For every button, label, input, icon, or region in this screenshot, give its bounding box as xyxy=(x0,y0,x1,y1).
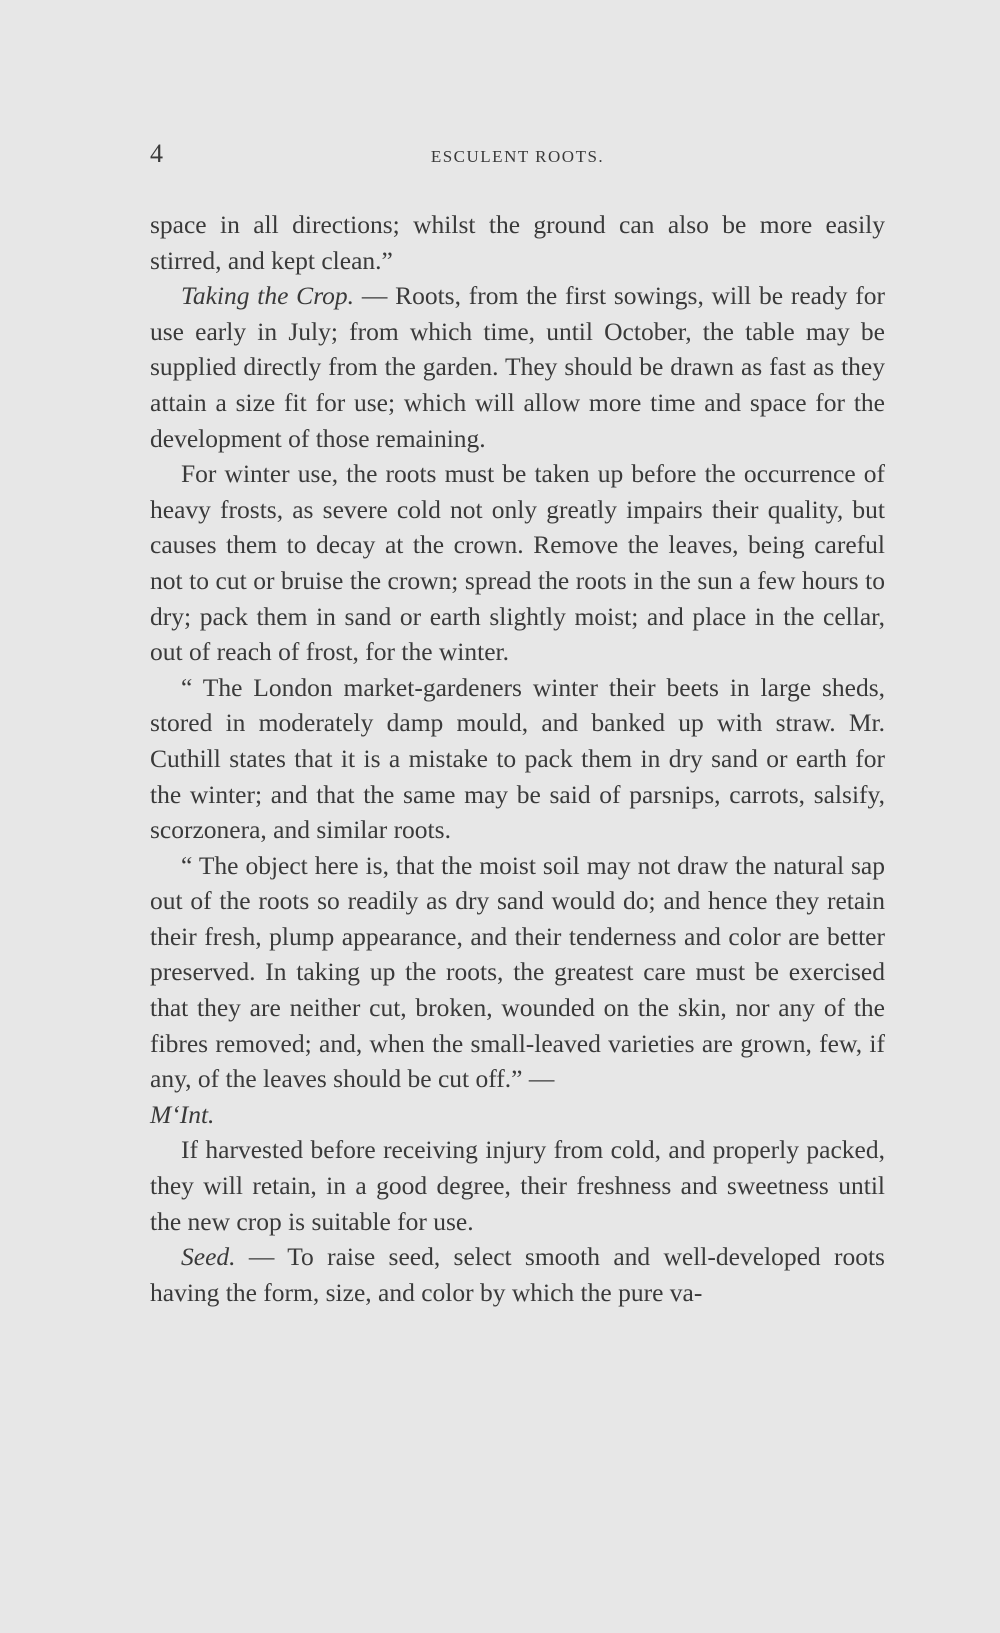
paragraph-text: — To raise seed, select smooth and well-developed roots having the form, size, and color by which the pure va- xyxy=(150,1242,885,1307)
paragraph-seed xyxy=(150,1239,885,1310)
quote-attribution: M‘Int. xyxy=(150,1099,215,1129)
running-head: ESCULENT ROOTS. xyxy=(430,147,605,166)
paragraph-winter-use xyxy=(150,456,885,670)
body-text xyxy=(150,207,885,1310)
paragraph-london-quote xyxy=(150,670,885,848)
paragraph-text: If harvested before receiving injury from cold, and properly packed, they will retain, in a good degree, their freshness and sweetness until the new crop is suitable for use. xyxy=(150,1135,885,1236)
paragraph-taking-the-crop xyxy=(150,278,885,456)
paragraph-harvested xyxy=(150,1132,885,1239)
page-number: 4 xyxy=(150,139,163,168)
paragraph-continuation xyxy=(150,207,885,278)
paragraph-text: For winter use, the roots must be taken up before the occurrence of heavy frosts, as severe cold not only greatly impairs their quality, but causes them to decay at the crown. Remove the leaves, being careful not to cut or bruise the crown; spread the roots in the sun a few hours to dry; pack them in sand or earth slightly moist; and place in the cellar, out of reach of frost, for the winter. xyxy=(150,459,885,667)
paragraph-text: “ The object here is, that the moist soil may not draw the natural sap out of the roots so readily as dry sand would do; and hence they retain their fresh, plump appearance, and their tenderness and color are better preserved. In taking up the roots, the greatest care must be exercised that they are neither cut, broken, wounded on the skin, nor any of the fibres removed; and, when the small-leaved varieties are grown, few, if any, of the leaves should be cut off.” — xyxy=(150,850,885,1094)
paragraph-text: “ The London market-gardeners winter their beets in large sheds, stored in moderately damp mould, and banked up with straw. Mr. Cuthill states that it is a mistake to pack them in dry sand or earth for the winter; and that the same may be said of parsnips, carrots, salsify, scorzonera, and similar roots. xyxy=(150,672,885,845)
paragraph-text: space in all directions; whilst the ground can also be more easily stirred, and kept clean.” xyxy=(150,210,885,275)
section-heading: Seed. xyxy=(181,1242,236,1272)
paragraph-object-quote xyxy=(150,848,885,1133)
page-header xyxy=(150,139,885,173)
paragraph-text: — Roots, from the first sowings, will be ready for use early in July; from which time, until October, the table may be supplied directly from the garden. They should be drawn as fast as they attain a size fit for use; which will allow more time and space for the development of those remaining. xyxy=(150,281,885,453)
section-heading: Taking the Crop. xyxy=(181,281,355,311)
